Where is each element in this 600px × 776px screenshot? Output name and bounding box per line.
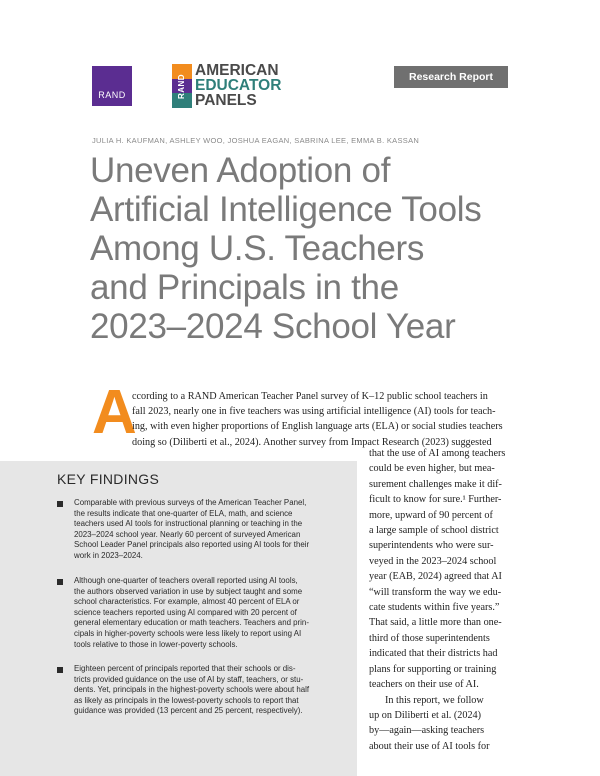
finding-text bbox=[74, 498, 352, 562]
aep-logo-rand-text: RAND bbox=[177, 73, 187, 99]
finding-line: teachers used AI tools for instructional planning or teaching in the bbox=[74, 519, 303, 529]
finding-line: 2023–2024 school year. Nearly 60 percent of surveyed American bbox=[74, 529, 301, 539]
finding-line: general elementary education or math teachers. Teachers and prin- bbox=[74, 618, 309, 628]
title-line: Artificial Intelligence Tools bbox=[90, 190, 482, 229]
finding-line: work in 2023–2024. bbox=[74, 550, 143, 560]
aep-logo-line-3: PANELS bbox=[195, 92, 257, 109]
drop-cap: A bbox=[92, 378, 137, 447]
report-title bbox=[90, 151, 530, 346]
body-line: plans for supporting or training bbox=[369, 663, 497, 675]
body-line: indicated that their districts had bbox=[369, 648, 498, 660]
author-list: JULIA H. KAUFMAN, ASHLEY WOO, JOSHUA EAGAN, SABRINA LEE, EMMA B. KASSAN bbox=[92, 136, 420, 145]
finding-text bbox=[74, 576, 352, 650]
body-line: In this report, we follow bbox=[385, 694, 484, 706]
body-line: third of those superintendents bbox=[369, 632, 490, 644]
title-line: and Principals in the bbox=[90, 268, 399, 307]
body-line: up on Diliberti et al. (2024) bbox=[369, 709, 482, 721]
body-line: by—again—asking teachers bbox=[369, 725, 485, 737]
report-type-badge: Research Report bbox=[394, 66, 508, 88]
key-findings-box bbox=[0, 461, 357, 776]
title-line: 2023–2024 School Year bbox=[90, 307, 456, 346]
body-line: surement challenges make it dif- bbox=[369, 478, 502, 490]
finding-line: the authors observed variation in use by subject taught and some bbox=[74, 586, 303, 596]
square-bullet-icon bbox=[57, 579, 63, 585]
intro-line: ing, with even higher proportions of English language arts (ELA) or social studies teachers bbox=[132, 421, 503, 433]
intro-line: doing so (Diliberti et al., 2024). Another survey from Impact Research (2023) suggested bbox=[132, 436, 492, 448]
body-line: teachers on their use of AI. bbox=[369, 679, 479, 691]
title-line: Among U.S. Teachers bbox=[90, 229, 425, 268]
finding-line: School Leader Panel principals also reported using AI tools for their bbox=[74, 540, 310, 550]
body-line: superintendents who were sur- bbox=[369, 540, 494, 552]
body-text-column bbox=[369, 446, 519, 754]
finding-line: Although one-quarter of teachers overall reported using AI tools, bbox=[74, 576, 298, 585]
aep-logo-line-2: EDUCATOR bbox=[195, 77, 282, 94]
finding-item bbox=[57, 498, 352, 562]
finding-text bbox=[74, 664, 352, 717]
finding-line: tools relative to those in lower-poverty schools. bbox=[74, 639, 238, 649]
rand-logo: RAND bbox=[92, 66, 132, 106]
aep-logo-rand-mark bbox=[172, 64, 192, 108]
square-bullet-icon bbox=[57, 501, 63, 507]
body-line: “will transform the way we edu- bbox=[369, 586, 502, 598]
body-line: could be even higher, but mea- bbox=[369, 463, 495, 475]
finding-item bbox=[57, 576, 352, 650]
finding-line: Eighteen percent of principals reported that their schools or dis- bbox=[74, 664, 296, 673]
finding-line: guidance was provided (13 percent and 25 percent, respectively). bbox=[74, 706, 303, 716]
intro-line: fall 2023, nearly one in five teachers was using artificial intelligence (AI) tools for teach- bbox=[132, 406, 496, 418]
body-line: cate students within five years.” bbox=[369, 602, 500, 614]
square-bullet-icon bbox=[57, 667, 63, 673]
aep-logo-text bbox=[195, 64, 281, 108]
aep-logo-line-1: AMERICAN bbox=[195, 62, 279, 79]
body-line: that the use of AI among teachers bbox=[369, 448, 506, 459]
finding-line: tricts provided guidance on the use of AI by staff, teachers, or stu- bbox=[74, 674, 304, 684]
body-line: about their use of AI tools for bbox=[369, 740, 490, 752]
body-line: That said, a little more than one- bbox=[369, 617, 502, 629]
intro-paragraph bbox=[132, 389, 508, 450]
finding-line: dents. Yet, principals in the highest-poverty schools were about half bbox=[74, 685, 310, 695]
key-findings-heading: KEY FINDINGS bbox=[57, 471, 160, 487]
body-line: year (EAB, 2024) agreed that AI bbox=[369, 571, 502, 583]
body-line: veyed in the 2023–2024 school bbox=[369, 555, 497, 567]
finding-line: cipals in higher-poverty schools were less likely to report using AI bbox=[74, 628, 302, 638]
intro-line: ccording to a RAND American Teacher Panel survey of K–12 public school teachers in bbox=[132, 391, 488, 402]
finding-line: science teachers reported using AI compared with 20 percent of bbox=[74, 607, 297, 617]
body-line: ficult to know for sure.¹ Further- bbox=[369, 494, 502, 506]
body-line: more, upward of 90 percent of bbox=[369, 509, 493, 521]
finding-line: Comparable with previous surveys of the American Teacher Panel, bbox=[74, 498, 307, 507]
body-line: a large sample of school district bbox=[369, 525, 499, 537]
finding-line: the results indicate that one-quarter of ELA, math, and science bbox=[74, 508, 293, 518]
finding-line: as likely as principals in the lowest-poverty schools to report that bbox=[74, 695, 299, 705]
finding-item bbox=[57, 664, 352, 717]
title-line: Uneven Adoption of bbox=[90, 151, 391, 190]
finding-line: school characteristics. For example, almost 40 percent of ELA or bbox=[74, 597, 300, 607]
